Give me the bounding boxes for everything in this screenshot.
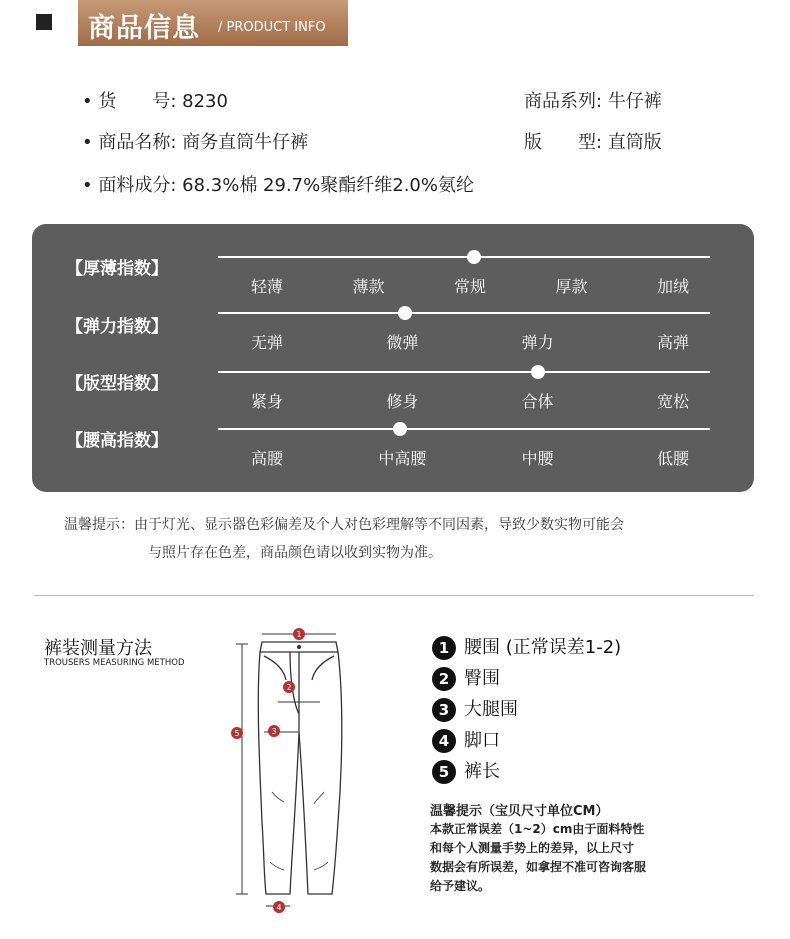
- svg-text:2: 2: [286, 683, 292, 692]
- bullet-icon: •: [82, 132, 99, 153]
- info-label: 版 型:: [524, 132, 603, 153]
- measure-subtitle: TROUSERS MEASURING METHOD: [44, 658, 185, 668]
- index-option: 轻薄: [250, 277, 284, 296]
- svg-text:4: 4: [276, 903, 282, 912]
- index-track: [218, 371, 710, 373]
- index-option: 合体: [521, 392, 554, 411]
- index-label: 【弹力指数】: [66, 317, 168, 337]
- number-badge-icon: 4: [432, 729, 456, 753]
- info-name: [82, 128, 308, 154]
- measure-item: [432, 664, 500, 691]
- measure-item-text: 脚口: [464, 730, 500, 751]
- index-option: 弹力: [521, 333, 554, 352]
- index-option: 无弹: [250, 333, 284, 352]
- number-badge-icon: 2: [432, 667, 456, 691]
- measure-item: [432, 695, 518, 722]
- measure-note-line: 和每个人测量手势上的差异，以上尺寸: [430, 841, 635, 855]
- measure-item-text: 腰围 (正常误差1-2): [464, 637, 622, 658]
- info-label: 货 号:: [98, 91, 177, 112]
- index-option: 宽松: [656, 392, 690, 411]
- measure-note-line: 本款正常误差（1~2）cm由于面料特性: [430, 822, 645, 836]
- measure-item-text: 裤长: [464, 761, 500, 782]
- index-option: 紧身: [250, 392, 284, 411]
- index-option: 高弹: [656, 333, 690, 352]
- info-label: 面料成分:: [98, 175, 177, 196]
- info-series: [524, 87, 662, 113]
- bullet-icon: •: [82, 175, 99, 196]
- measure-note-line: 给予建议。: [430, 879, 491, 893]
- section-divider: [34, 595, 754, 596]
- measure-note-line: 数据会有所误差，如拿捏不准可咨询客服: [430, 860, 647, 874]
- info-value: 牛仔裤: [607, 91, 662, 112]
- index-option: 低腰: [656, 449, 690, 468]
- index-option: 厚款: [555, 277, 588, 296]
- svg-text:1: 1: [296, 630, 302, 639]
- number-badge-icon: 5: [432, 760, 456, 784]
- index-label: 【版型指数】: [66, 374, 168, 394]
- svg-text:5: 5: [234, 729, 240, 738]
- measure-item: [432, 757, 500, 784]
- index-knob: [398, 306, 412, 320]
- info-fit: [524, 128, 662, 154]
- index-option: 修身: [386, 392, 419, 411]
- number-badge-icon: 1: [432, 636, 456, 660]
- index-track: [218, 428, 710, 430]
- index-option: 加绒: [656, 277, 690, 296]
- index-option: 微弹: [386, 333, 419, 352]
- section-subtitle: / PRODUCT INFO: [218, 20, 326, 35]
- info-value: 直筒版: [607, 132, 662, 153]
- measure-note-title: 温馨提示（宝贝尺寸单位CM）: [430, 804, 609, 819]
- index-track: [218, 256, 710, 258]
- index-option: 薄款: [352, 277, 385, 296]
- index-option: 中高腰: [378, 449, 427, 468]
- index-track: [218, 312, 710, 314]
- info-item-no: [82, 87, 228, 113]
- index-knob: [531, 365, 545, 379]
- index-option: 高腰: [250, 449, 284, 468]
- measure-item: [432, 633, 621, 660]
- svg-text:3: 3: [271, 727, 277, 736]
- index-option: 常规: [453, 277, 487, 296]
- info-value: 68.3%棉 29.7%聚酯纤维2.0%氨纶: [182, 175, 474, 196]
- header-square-icon: [36, 14, 52, 30]
- info-value: 商务直筒牛仔裤: [182, 132, 309, 153]
- measure-item-text: 大腿围: [464, 699, 518, 720]
- measure-item-text: 臀围: [464, 668, 500, 689]
- bullet-icon: •: [82, 91, 99, 112]
- color-tip-line2: 与照片存在色差，商品颜色请以收到实物为准。: [148, 545, 442, 561]
- measure-item: [432, 726, 500, 753]
- index-knob: [467, 250, 481, 264]
- index-label: 【厚薄指数】: [66, 259, 168, 279]
- info-label: 商品名称:: [98, 132, 177, 153]
- measure-title: 裤装测量方法: [44, 638, 152, 659]
- trousers-diagram: [220, 622, 370, 922]
- info-label: 商品系列:: [524, 91, 603, 112]
- section-title: 商品信息: [88, 13, 200, 44]
- index-option: 中腰: [521, 449, 554, 468]
- info-fabric: [82, 171, 474, 197]
- index-knob: [393, 422, 407, 436]
- info-value: 8230: [182, 91, 228, 112]
- number-badge-icon: 3: [432, 698, 456, 722]
- index-label: 【腰高指数】: [66, 431, 168, 451]
- color-tip-line1: 温馨提示：由于灯光、显示器色彩偏差及个人对色彩理解等不同因素，导致少数实物可能会: [64, 517, 624, 533]
